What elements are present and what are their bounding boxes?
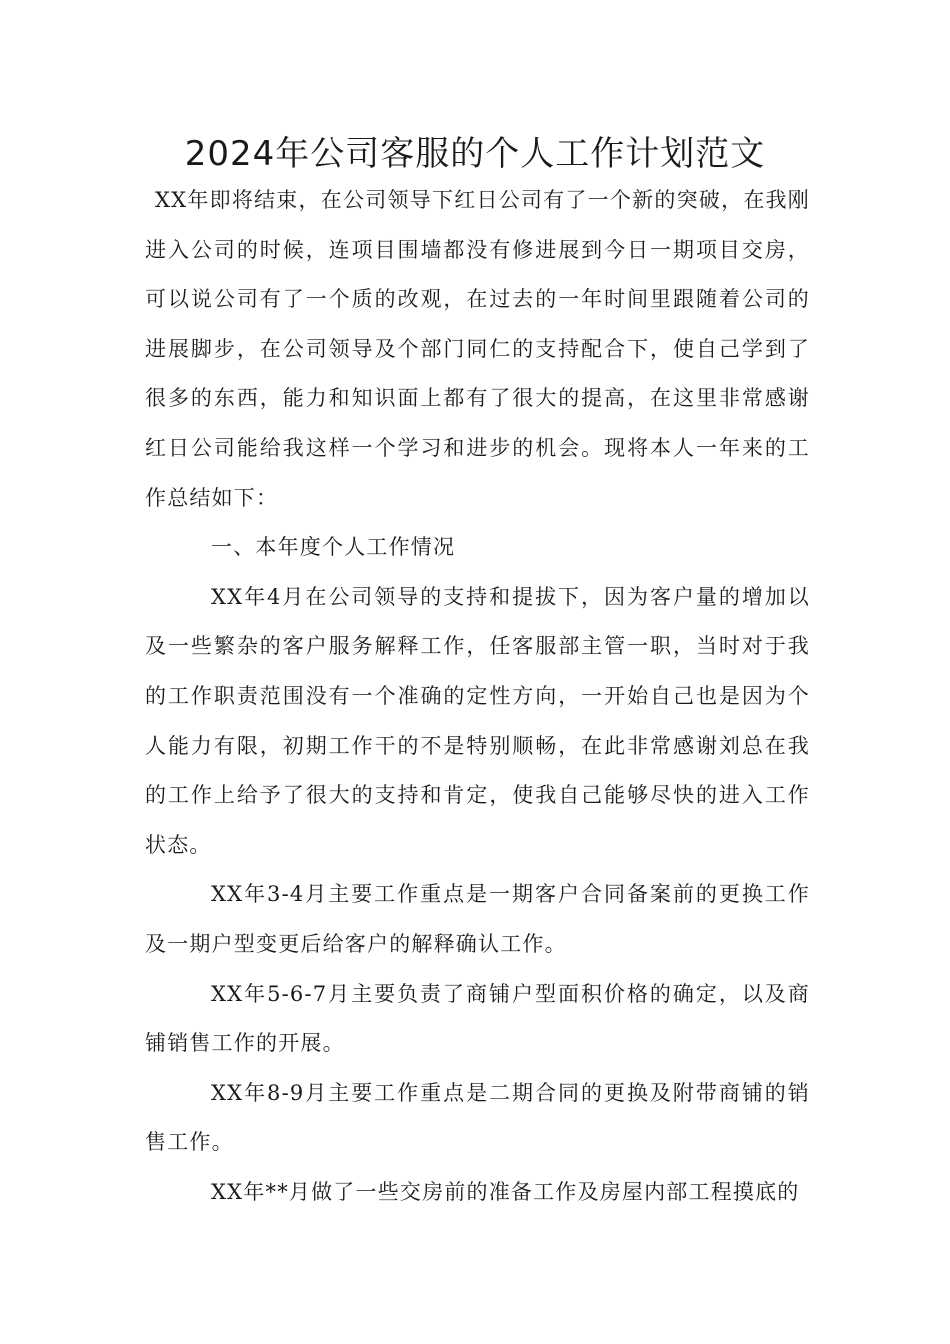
paragraph-handover: XX年**月做了一些交房前的准备工作及房屋内部工程摸底的 <box>211 1179 800 1204</box>
paragraph-intro: XX年即将结束，在公司领导下红日公司有了一个新的突破，在我刚进入公司的时候，连项目围墙都没有修进展到今日一期项目交房，可以说公司有了一个质的改观，在过去的一年时间里跟随着公司的进展脚步，在公司领导及个部门同仁的支持配合下，使自己学到了很多的东西，能力和知识面上都有了很大的提高，在这里非常感谢红日公司能给我这样一个学习和进步的机会。现将本人一年来的工作总结如下： <box>145 188 810 510</box>
paragraph-april: XX年4月在公司领导的支持和提拔下，因为客户量的增加以及一些繁杂的客户服务解释工作，任客服部主管一职，当时对于我的工作职责范围没有一个准确的定性方向，一开始自己也是因为个人能力有限，初期工作干的不是特别顺畅，在此非常感谢刘总在我的工作上给予了很大的支持和肯定，使我自己能够尽快的进入工作状态。 <box>145 584 810 857</box>
document-title: 2024年公司客服的个人工作计划范文 <box>184 134 766 174</box>
paragraph-aug-sep: XX年8-9月主要工作重点是二期合同的更换及附带商铺的销售工作。 <box>145 1080 810 1155</box>
document-body <box>145 176 810 1217</box>
paragraph-may-july: XX年5-6-7月主要负责了商铺户型面积价格的确定，以及商铺销售工作的开展。 <box>145 981 810 1056</box>
paragraph-march-april: XX年3-4月主要工作重点是一期客户合同备案前的更换工作及一期户型变更后给客户的解释确认工作。 <box>145 882 810 956</box>
section-heading: 一、本年度个人工作情况 <box>211 535 456 560</box>
